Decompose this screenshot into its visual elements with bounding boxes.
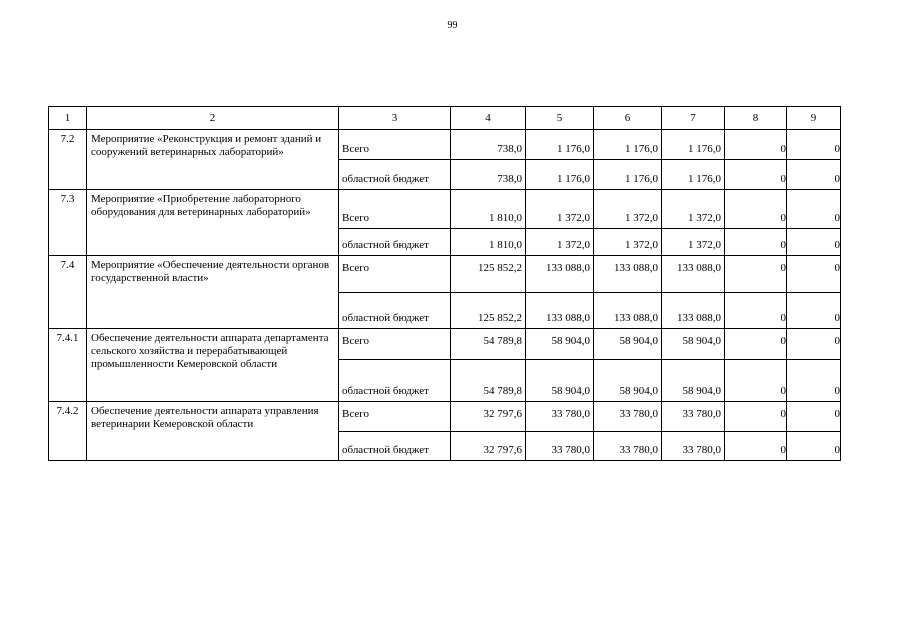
item-code: 7.4.1 <box>49 329 87 402</box>
funding-source: Всего <box>339 256 451 293</box>
table-row <box>49 329 841 360</box>
value-cell: 133 088,0 <box>594 293 662 329</box>
value-cell: 33 780,0 <box>526 432 594 461</box>
value-cell: 32 797,6 <box>451 432 526 461</box>
item-description: Обеспечение деятельности аппарата департамента сельского хозяйства и перерабатывающей промышленности Кемеровской области <box>87 329 339 402</box>
value-cell: 58 904,0 <box>662 360 725 402</box>
table-row <box>49 402 841 432</box>
column-number: 8 <box>725 107 787 130</box>
value-cell: 133 088,0 <box>594 256 662 293</box>
value-cell: 33 780,0 <box>662 402 725 432</box>
table-row <box>49 130 841 160</box>
value-cell: 0 <box>787 256 841 293</box>
value-cell: 33 780,0 <box>594 402 662 432</box>
value-cell: 1 372,0 <box>594 229 662 256</box>
value-cell: 133 088,0 <box>526 256 594 293</box>
budget-table <box>48 106 841 461</box>
table-row <box>49 190 841 229</box>
funding-source: Всего <box>339 190 451 229</box>
value-cell: 738,0 <box>451 130 526 160</box>
value-cell: 0 <box>787 329 841 360</box>
column-number: 6 <box>594 107 662 130</box>
value-cell: 133 088,0 <box>662 256 725 293</box>
funding-source: областной бюджет <box>339 160 451 190</box>
value-cell: 0 <box>725 130 787 160</box>
value-cell: 0 <box>787 229 841 256</box>
value-cell: 0 <box>725 360 787 402</box>
value-cell: 58 904,0 <box>526 360 594 402</box>
value-cell: 133 088,0 <box>662 293 725 329</box>
column-number: 5 <box>526 107 594 130</box>
value-cell: 1 810,0 <box>451 229 526 256</box>
item-description: Мероприятие «Приобретение лабораторного оборудования для ветеринарных лабораторий» <box>87 190 339 256</box>
value-cell: 125 852,2 <box>451 256 526 293</box>
value-cell: 133 088,0 <box>526 293 594 329</box>
value-cell: 1 372,0 <box>662 190 725 229</box>
value-cell: 0 <box>725 229 787 256</box>
item-description: Мероприятие «Обеспечение деятельности органов государственной власти» <box>87 256 339 329</box>
value-cell: 1 372,0 <box>526 229 594 256</box>
value-cell: 0 <box>787 190 841 229</box>
value-cell: 1 176,0 <box>662 130 725 160</box>
value-cell: 58 904,0 <box>662 329 725 360</box>
value-cell: 738,0 <box>451 160 526 190</box>
value-cell: 58 904,0 <box>594 360 662 402</box>
column-number-row <box>49 107 841 130</box>
value-cell: 0 <box>787 402 841 432</box>
item-description: Мероприятие «Реконструкция и ремонт зданий и сооружений ветеринарных лабораторий» <box>87 130 339 190</box>
funding-source: областной бюджет <box>339 229 451 256</box>
value-cell: 58 904,0 <box>594 329 662 360</box>
column-number: 7 <box>662 107 725 130</box>
value-cell: 0 <box>725 329 787 360</box>
column-number: 4 <box>451 107 526 130</box>
value-cell: 1 372,0 <box>526 190 594 229</box>
value-cell: 0 <box>787 432 841 461</box>
value-cell: 1 176,0 <box>594 130 662 160</box>
funding-source: областной бюджет <box>339 293 451 329</box>
funding-source: областной бюджет <box>339 360 451 402</box>
column-number: 2 <box>87 107 339 130</box>
value-cell: 54 789,8 <box>451 329 526 360</box>
value-cell: 1 176,0 <box>594 160 662 190</box>
value-cell: 1 176,0 <box>662 160 725 190</box>
value-cell: 0 <box>725 402 787 432</box>
column-number: 3 <box>339 107 451 130</box>
value-cell: 54 789,8 <box>451 360 526 402</box>
page-number: 99 <box>447 20 458 31</box>
value-cell: 33 780,0 <box>662 432 725 461</box>
value-cell: 33 780,0 <box>594 432 662 461</box>
value-cell: 1 176,0 <box>526 160 594 190</box>
item-code: 7.4.2 <box>49 402 87 461</box>
funding-source: Всего <box>339 329 451 360</box>
value-cell: 0 <box>787 160 841 190</box>
value-cell: 0 <box>787 360 841 402</box>
funding-source: Всего <box>339 402 451 432</box>
value-cell: 125 852,2 <box>451 293 526 329</box>
value-cell: 1 372,0 <box>594 190 662 229</box>
item-code: 7.2 <box>49 130 87 190</box>
funding-source: Всего <box>339 130 451 160</box>
item-code: 7.3 <box>49 190 87 256</box>
value-cell: 1 810,0 <box>451 190 526 229</box>
value-cell: 0 <box>725 432 787 461</box>
column-number: 1 <box>49 107 87 130</box>
item-description: Обеспечение деятельности аппарата управления ветеринарии Кемеровской области <box>87 402 339 461</box>
value-cell: 0 <box>725 256 787 293</box>
value-cell: 32 797,6 <box>451 402 526 432</box>
table-row <box>49 256 841 293</box>
value-cell: 0 <box>787 130 841 160</box>
value-cell: 33 780,0 <box>526 402 594 432</box>
value-cell: 0 <box>787 293 841 329</box>
value-cell: 0 <box>725 160 787 190</box>
value-cell: 1 176,0 <box>526 130 594 160</box>
value-cell: 0 <box>725 293 787 329</box>
value-cell: 1 372,0 <box>662 229 725 256</box>
value-cell: 0 <box>725 190 787 229</box>
value-cell: 58 904,0 <box>526 329 594 360</box>
funding-source: областной бюджет <box>339 432 451 461</box>
column-number: 9 <box>787 107 841 130</box>
item-code: 7.4 <box>49 256 87 329</box>
